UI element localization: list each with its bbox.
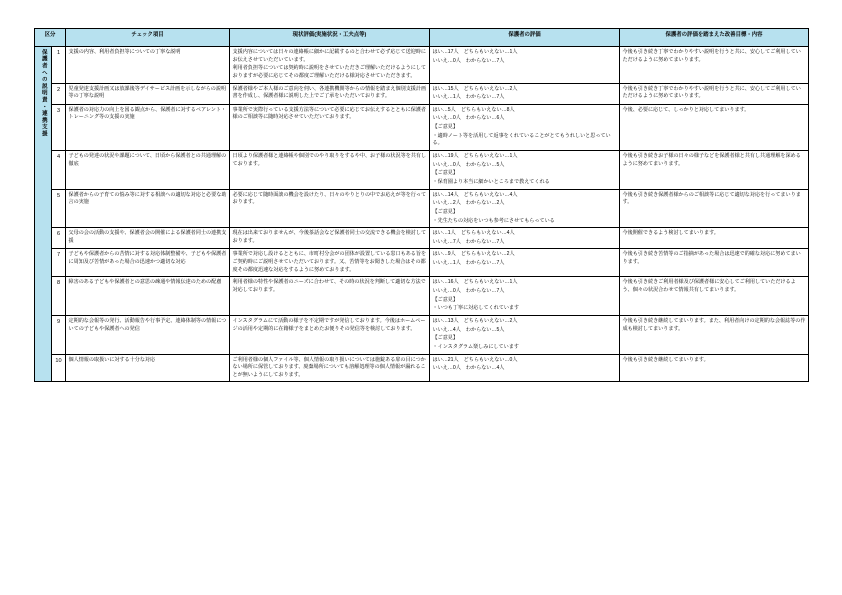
header-guardian-evaluation: 保護者の評価: [430, 29, 620, 47]
guardian-evaluation: [430, 249, 620, 277]
table-row: [35, 228, 809, 249]
text-paragraph: 今後も引き続き丁寧でわかりやすい説明を行うと共に、安心してご利用していただけるように努めてまいります。: [622, 49, 801, 63]
text-paragraph: いいえ…0人 わからない…7人: [432, 288, 505, 295]
text-paragraph: 必要に応じて随時面談の機会を設けたり、日々のやりとりの中でお応えが等を行っております。: [232, 191, 427, 206]
improvement-content: [620, 277, 809, 316]
text-paragraph: 今後も引き続きお子様の日々の様子などを保護者様と共有し共通理解を深めるように努めてまいります。: [622, 153, 801, 167]
row-number: 6: [52, 228, 66, 249]
improvement-content: [620, 151, 809, 190]
table-row: [35, 47, 809, 84]
text-paragraph: 支援内容については日々の連絡帳に細かに記載するのと合わせて必ず応じて送迎時にお伝えさせていただいています。: [232, 49, 426, 63]
current-evaluation: [230, 83, 430, 104]
check-item: 児童発達支援計画又は放課後等デイサービス計画を示しながらの説明等の丁寧な説明: [66, 83, 230, 104]
text-paragraph: いいえ…0人 わからない…5人: [432, 161, 505, 168]
guardian-evaluation: [430, 228, 620, 249]
table-row: [35, 249, 809, 277]
row-number: 1: [52, 47, 66, 84]
row-number: 4: [52, 151, 66, 190]
row-number: 7: [52, 249, 66, 277]
check-item: 個人情報の取扱いに対する十分な対応: [66, 354, 230, 382]
text-paragraph: はい…1人 どちらもいえない…4人: [432, 230, 515, 237]
improvement-content: [620, 354, 809, 382]
guardian-evaluation: [430, 47, 620, 84]
text-paragraph: 今後も引き続き保護者様からのご相談等に応じて適切な対応を行ってまいります。: [622, 191, 801, 206]
improvement-content: [620, 104, 809, 150]
current-evaluation: [230, 249, 430, 277]
guardian-evaluation: [430, 277, 620, 316]
table-row: [35, 189, 809, 228]
text-paragraph: 今後も引き続き継続してまいります。: [622, 356, 709, 363]
check-item: 支援の内容、利用者負担等についての丁寧な説明: [66, 47, 230, 84]
text-paragraph: いいえ…0人 わからない…6人: [432, 115, 505, 122]
text-paragraph: いいえ…4人 わからない…5人: [432, 326, 505, 333]
text-paragraph: ご利用者様の個人ファイル等、個人情報の取り扱いについては施錠ある扉の目につかない場所に保管しております、廃棄場所についても溶解処理等の個人情報が漏れることが無いようにしております。: [232, 356, 426, 378]
text-paragraph: 【ご意見】: [432, 170, 458, 177]
guardian-evaluation: [430, 189, 620, 228]
text-paragraph: ・保育園より本当に細かいところまで教えてくれる: [432, 178, 550, 185]
text-paragraph: はい…9人 どちらもいえない…2人: [432, 251, 515, 258]
table-row: [35, 104, 809, 150]
guardian-evaluation: [430, 315, 620, 354]
text-paragraph: 今後も引き続き丁寧でわかりやすい説明を行うと共に、安心してご利用していただけるように努めてまいります。: [622, 85, 801, 100]
current-evaluation: [230, 104, 430, 150]
text-paragraph: いいえ…0人 わからない…7人: [432, 57, 505, 64]
header-kubun: 区分: [35, 29, 66, 47]
text-paragraph: はい…21人 どちらもいえない…0人: [432, 356, 518, 363]
table-row: [35, 354, 809, 382]
section-label-cell: [35, 47, 52, 382]
table-row: [35, 83, 809, 104]
text-paragraph: 【ご意見】: [432, 335, 458, 342]
improvement-content: [620, 249, 809, 277]
section-label: 保護者への説明責・連携支援: [40, 49, 47, 138]
header-improvement: 保護者の評価を踏まえた改善目標・内容: [620, 29, 809, 47]
row-number: 5: [52, 189, 66, 228]
row-number: 2: [52, 83, 66, 104]
current-evaluation: [230, 354, 430, 382]
text-paragraph: ・適時ノート等を活用して返事をくれていることがとてもうれしいと思っている。: [432, 132, 611, 147]
improvement-content: [620, 47, 809, 84]
text-paragraph: はい…15人 どちらもいえない…2人: [432, 85, 518, 92]
check-item: 保護者の対応力の向上を図る観点から、保護者に対するペアレント・トレーニング等の支援の実施: [66, 104, 230, 150]
header-check-item: チェック項目: [66, 29, 230, 47]
row-number: 3: [52, 104, 66, 150]
table-body: [35, 47, 809, 382]
improvement-content: [620, 189, 809, 228]
text-paragraph: 現在は出来ておりませんが、今後茶話会など保護者同士の交流できる機会を検討しております。: [232, 230, 427, 244]
guardian-evaluation: [430, 354, 620, 382]
text-paragraph: はい…16人 どちらもいえない…1人: [432, 279, 518, 286]
table-header: [35, 29, 809, 47]
text-paragraph: いいえ…0人 わからない…4人: [432, 365, 505, 372]
text-paragraph: 保護者様やご本人様のご意向を伺い、各連携機関等からの情報を踏まえ個別支援計画書を作成し、保護者様に説明した上でご了承をいただいております。: [232, 85, 427, 100]
check-item: 子どもの発達の状況や課題について、日頃から保護者との共通理解の徹底: [66, 151, 230, 190]
text-paragraph: いいえ…2人 わからない…2人: [432, 200, 505, 207]
self-evaluation-table: [34, 28, 809, 382]
table-row: [35, 315, 809, 354]
table-row: [35, 151, 809, 190]
header-row: [35, 29, 809, 47]
text-paragraph: 利用者様の特性や保護者のニーズに合わせて、その時の状況を判断して適切な方法で対応しております。: [232, 279, 426, 294]
text-paragraph: 今後も引き続き継続してまいります。また、利用者向けの定期的な会報誌等の作成も検討してまいります。: [622, 317, 806, 332]
text-paragraph: 今後も引き続き苦情等のご指摘があった場合は迅速で的確な対応に努めてまいります。: [622, 251, 801, 266]
header-current-evaluation: 現状評価(実施状況・工夫点等): [230, 29, 430, 47]
guardian-evaluation: [430, 104, 620, 150]
current-evaluation: [230, 47, 430, 84]
check-item: 保護者からの子育ての悩み等に対する相談への適切な対応と必要な助言の実施: [66, 189, 230, 228]
check-item: 障害のある子どもや保護者との意思の疎通や情報伝達のための配慮: [66, 277, 230, 316]
improvement-content: [620, 315, 809, 354]
check-item: 定期的な会報等の発行、活動報告や行事予定、連絡体制等の情報についての子どもや保護者への発信: [66, 315, 230, 354]
check-item: 子どもや保護者からの苦情に対する対応体制整備や、子どもや保護者に周知及び苦情があった場合の迅速かつ適切な対応: [66, 249, 230, 277]
current-evaluation: [230, 315, 430, 354]
text-paragraph: はい…5人 どちらもいえない…8人: [432, 106, 515, 113]
text-paragraph: いいえ…7人 わからない…7人: [432, 238, 505, 245]
text-paragraph: はい…13人 どちらもいえない…2人: [432, 317, 518, 324]
current-evaluation: [230, 151, 430, 190]
check-item: 父母の会の活動の支援や、保護者会の開催による保護者同士の連携支援: [66, 228, 230, 249]
text-paragraph: 【ご意見】: [432, 208, 458, 215]
text-paragraph: いいえ…1人 わからない…7人: [432, 260, 505, 267]
text-paragraph: 日頃より保護者様と連絡帳や個別でのやり取りをするや中、お子様の状況等を共有しております。: [232, 153, 427, 167]
improvement-content: [620, 228, 809, 249]
text-paragraph: ・先生たちの対応をいつも参考にさせてもらっている: [432, 217, 555, 224]
text-paragraph: 事業所で対応し設けるとともに、市町村分会がの団体が設置している窓口もある旨をご契約時にご説明させていただいております。又、苦情等をお聞きした場合はその都度その都度迅速な対応をするように努めております。: [232, 251, 427, 273]
text-paragraph: 【ご意見】: [432, 296, 458, 303]
current-evaluation: [230, 277, 430, 316]
text-paragraph: はい…17人 どちらもいえない…1人: [432, 49, 518, 55]
table-row: [35, 277, 809, 316]
current-evaluation: [230, 228, 430, 249]
text-paragraph: 今後、必要に応じて、しっかりと対応してまいります。: [622, 106, 750, 113]
text-paragraph: 【ご意見】: [432, 124, 458, 131]
row-number: 8: [52, 277, 66, 316]
text-paragraph: はい…14人 どちらもいえない…4人: [432, 191, 518, 198]
current-evaluation: [230, 189, 430, 228]
row-number: 9: [52, 315, 66, 354]
text-paragraph: ・いつも丁寧に対応してくれています: [432, 305, 520, 312]
text-paragraph: 今後開催できるよう検討してまいります。: [622, 230, 719, 237]
text-paragraph: ・インスタグラム楽しみにしています: [432, 343, 519, 350]
guardian-evaluation: [430, 151, 620, 190]
text-paragraph: いいえ…1人 わからない…7人: [432, 94, 505, 101]
text-paragraph: 今後も引き続きご利用者様及び保護者様に安心してご利用していただけるよう、個々の状況合わせて情報共有してまいります。: [622, 279, 796, 294]
improvement-content: [620, 83, 809, 104]
text-paragraph: 事業所で実際行っている支援方法等について必要に応じてお伝えするとともに保護者様のご相談等に随時対応させていただいております。: [232, 106, 426, 121]
row-number: 10: [52, 354, 66, 382]
guardian-evaluation: [430, 83, 620, 104]
text-paragraph: 利用者負担等については契約時に説明をさせていただきご理解いただけるようにしておりますが必要に応じてその都度ご理解いただける様対応させていただきます。: [232, 65, 426, 79]
text-paragraph: インスタグラムにて活動の様子を不定期ですが発信しております。今後はホームページの活用や定期的に在籍様子をまとめたお便りその発信等を検討しております。: [232, 317, 426, 332]
text-paragraph: はい…19人 どちらもいえない…1人: [432, 153, 518, 160]
